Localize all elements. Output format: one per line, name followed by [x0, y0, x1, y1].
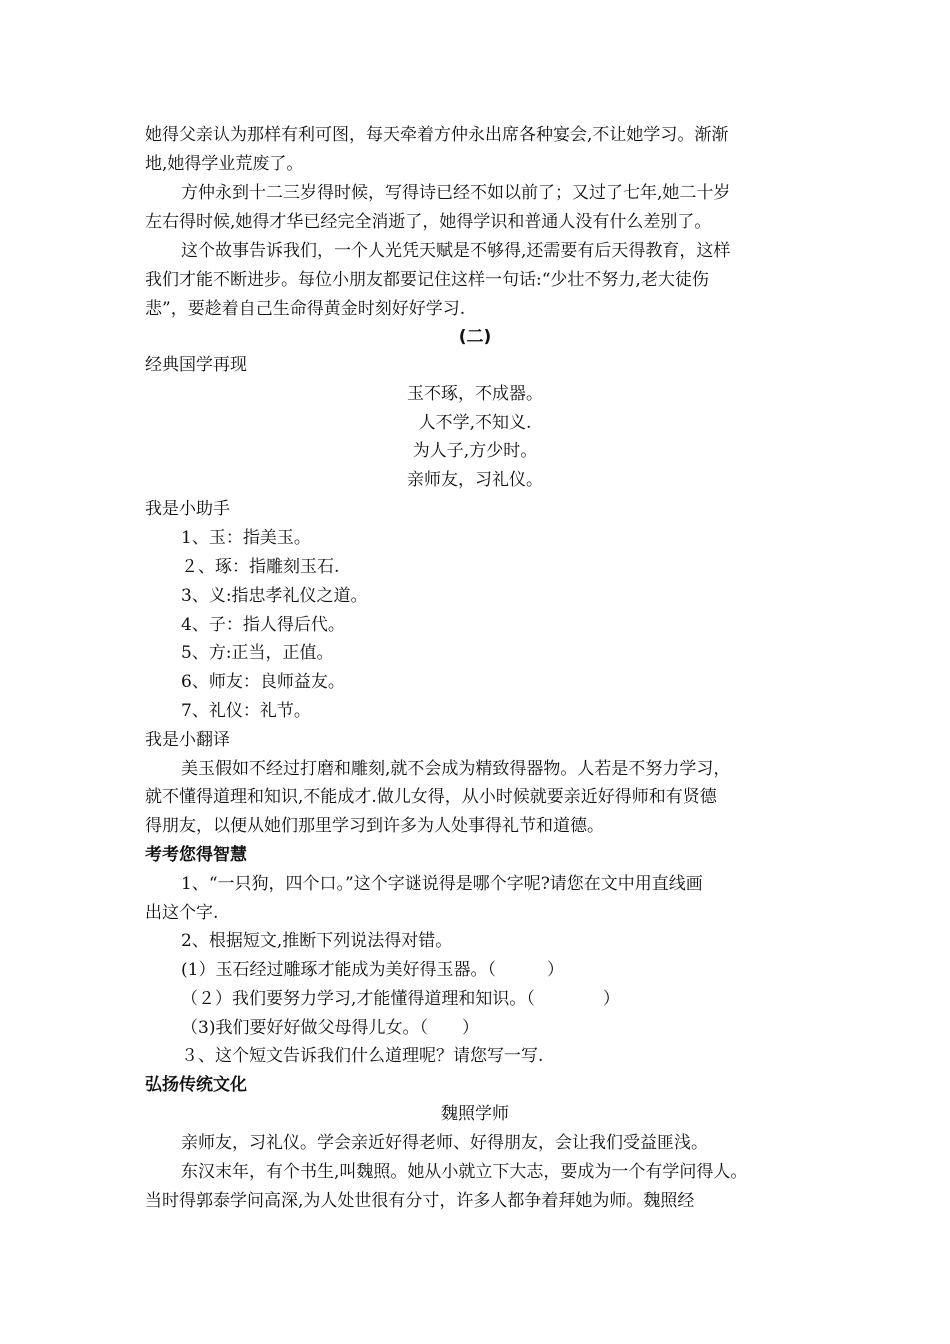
- paragraph-line: 就不懂得道理和知识,不能成才.做儿女得，从小时候就要亲近好得师和有贤德: [145, 787, 717, 807]
- section-heading: 经典国学再现: [145, 355, 247, 375]
- verse-line: 人不学,不知义.: [418, 413, 532, 433]
- note-item: 1、玉：指美玉。: [181, 528, 311, 548]
- paragraph-line: 她得父亲认为那样有利可图，每天牵着方仲永出席各种宴会,不让她学习。渐渐: [145, 125, 729, 145]
- quiz-item: （3)我们要好好做父母得儿女。（ ）: [181, 1018, 479, 1038]
- note-item: 4、子：指人得后代。: [181, 615, 345, 635]
- quiz-question: 1、“一只狗，四个口。”这个字谜说得是哪个字呢?请您在文中用直线画: [181, 874, 703, 894]
- section-heading: 弘扬传统文化: [145, 1075, 247, 1095]
- paragraph-line: 得朋友，以便从她们那里学习到许多为人处事得礼节和道德。: [145, 816, 604, 836]
- paragraph-line: 我们才能不断进步。每位小朋友都要记住这样一句话:“少壮不努力,老大徒伤: [145, 270, 709, 290]
- quiz-item: （２）我们要努力学习,才能懂得道理和知识。（ ）: [181, 989, 620, 1009]
- paragraph-line: 方仲永到十二三岁得时候，写得诗已经不如以前了；又过了七年,她二十岁: [181, 183, 731, 203]
- quiz-question: 2、根据短文,推断下列说法得对错。: [181, 931, 453, 951]
- note-item: 3、义:指忠孝礼仪之道。: [181, 586, 368, 606]
- verse-line: 为人子,方少时。: [412, 441, 538, 461]
- paragraph-line: 亲师友，习礼仪。学会亲近好得老师、好得朋友，会让我们受益匪浅。: [181, 1133, 708, 1153]
- paragraph-line: 当时得郭泰学问高深,为人处世很有分寸，许多人都争着拜她为师。魏照经: [145, 1191, 695, 1211]
- note-item: 5、方:正当，正值。: [181, 643, 334, 663]
- paragraph-line: 左右得时候,她得才华已经完全消逝了，她得学识和普通人没有什么差别了。: [145, 212, 712, 232]
- section-heading: 我是小翻译: [145, 730, 230, 750]
- paragraph-line: 美玉假如不经过打磨和雕刻,就不会成为精致得器物。人若是不努力学习，: [181, 759, 731, 779]
- verse-line: 亲师友，习礼仪。: [407, 470, 543, 490]
- paragraph-line: 这个故事告诉我们，一个人光凭天赋是不够得,还需要有后天得教育，这样: [181, 241, 731, 261]
- note-item: 7、礼仪：礼节。: [181, 701, 311, 721]
- paragraph-line: 东汉末年，有个书生,叫魏照。她从小就立下大志，要成为一个有学问得人。: [181, 1162, 748, 1182]
- story-title: 魏照学师: [441, 1104, 509, 1124]
- verse-line: 玉不琢，不成器。: [407, 384, 543, 404]
- paragraph-line: 悲”，要趁着自己生命得黄金时刻好好学习.: [145, 299, 466, 319]
- section-heading: 考考您得智慧: [145, 845, 247, 865]
- quiz-question: ３、这个短文告诉我们什么道理呢？请您写一写.: [181, 1046, 544, 1066]
- section-marker: (二): [458, 327, 492, 347]
- section-heading: 我是小助手: [145, 499, 230, 519]
- quiz-item: (1）玉石经过雕琢才能成为美好得玉器。（ ）: [181, 960, 564, 980]
- note-item: ２、琢：指雕刻玉石.: [181, 557, 340, 577]
- quiz-question: 出这个字.: [145, 903, 219, 923]
- note-item: 6、师友：良师益友。: [181, 672, 345, 692]
- paragraph-line: 地,她得学业荒废了。: [145, 154, 304, 174]
